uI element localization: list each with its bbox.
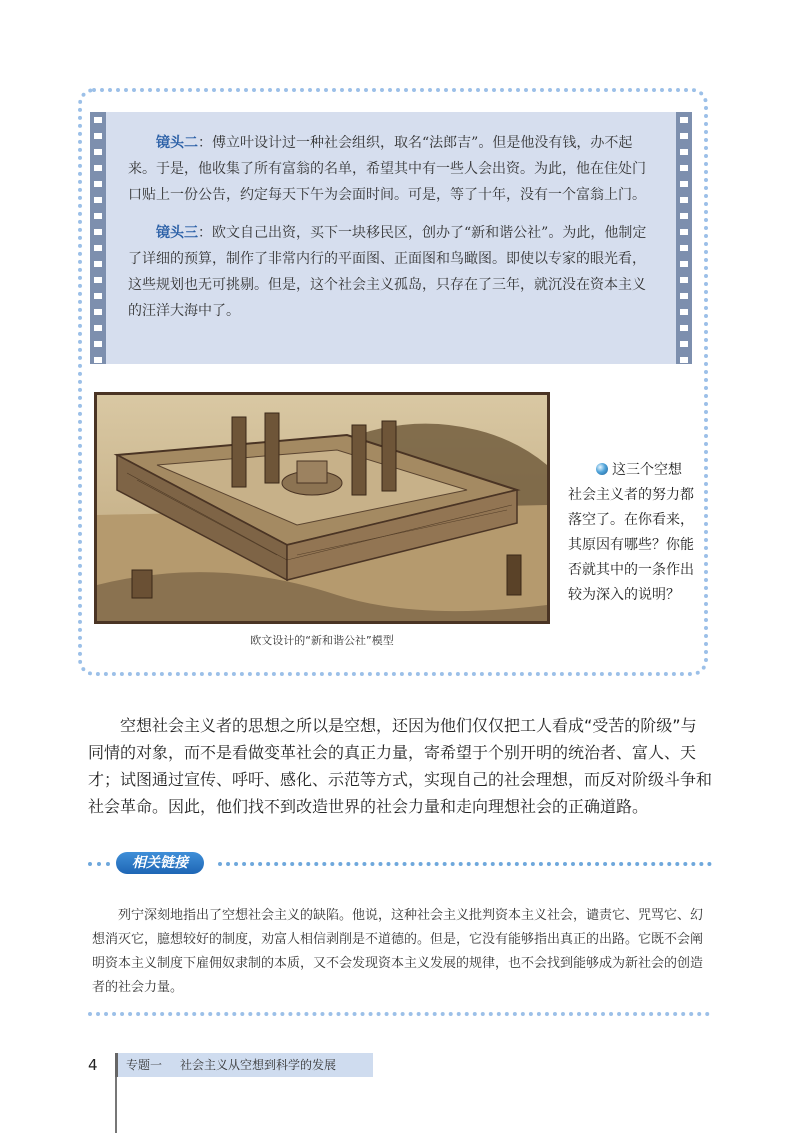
- film-strip-box: [90, 112, 692, 364]
- lens2-paragraph: [128, 130, 654, 208]
- main-paragraph: 空想社会主义者的思想之所以是空想，还因为他们仅仅把工人看成“受苦的阶级”与同情的对象，而不是看做变革社会的真正力量，寄希望于个别开明的统治者、富人、天才；试图通过宣传、呼吁、感化、示范等方式，实现自己的社会理想，而反对阶级斗争和社会革命。因此，他们找不到改造世界的社会力量和走向理想社会的正确道路。: [88, 716, 713, 816]
- lens3-paragraph: [128, 220, 654, 324]
- lens3-title: 镜头三: [156, 225, 198, 241]
- margin-rule: [115, 1077, 117, 1133]
- side-note: [568, 458, 694, 608]
- side-note-text: 这三个空想社会主义者的努力都落空了。在你看来，其原因有哪些？你能否就其中的一条作出较为深入的说明？: [568, 462, 694, 603]
- model-illustration: [97, 395, 547, 621]
- film-content: [106, 112, 676, 364]
- film-perforation-left: [90, 112, 106, 364]
- dotted-rule-left: [88, 862, 110, 866]
- related-links-header: [88, 852, 712, 874]
- page-number: 4: [88, 1056, 98, 1074]
- figure-caption: 欧文设计的“新和谐公社”模型: [250, 634, 394, 647]
- related-links-label: 相关链接: [116, 852, 204, 874]
- dotted-rule-bottom: [88, 1012, 710, 1016]
- chapter-title: 社会主义从空想到科学的发展: [180, 1058, 337, 1072]
- chapter-label: 专题一: [126, 1058, 163, 1072]
- film-perforation-right: [676, 112, 692, 364]
- new-harmony-model-image: [94, 392, 550, 624]
- chapter-header: [115, 1053, 373, 1077]
- lens2-title: 镜头二: [156, 135, 198, 151]
- related-links-text: 列宁深刻地指出了空想社会主义的缺陷。他说，这种社会主义批判资本主义社会，谴责它、咒骂它、幻想消灭它，臆想较好的制度，劝富人相信剥削是不道德的。但是，它没有能够指出真正的出路。它既不会阐明资本主义制度下雇佣奴隶制的本质，又不会发现资本主义发展的规律，也不会找到能够成为新社会的创造者的社会力量。: [92, 908, 704, 995]
- globe-icon: [596, 463, 608, 475]
- lens3-text: ：欧文自己出资，买下一块移民区，创办了“新和谐公社”。为此，他制定了详细的预算，制作了非常内行的平面图、正面图和鸟瞰图。即使以专家的眼光看，这些规划也无可挑剔。但是，这个社会主义孤岛，只存在了三年，就沉没在资本主义的汪洋大海中了。: [128, 225, 647, 319]
- lens2-text: ：傅立叶设计过一种社会组织，取名“法郎吉”。但是他没有钱，办不起来。于是，他收集了所有富翁的名单，希望其中有一些人会出资。为此，他在住处门口贴上一份公告，约定每天下午为会面时间。可是，等了十年，没有一个富翁上门。: [128, 135, 646, 203]
- dotted-rule-right: [218, 862, 712, 866]
